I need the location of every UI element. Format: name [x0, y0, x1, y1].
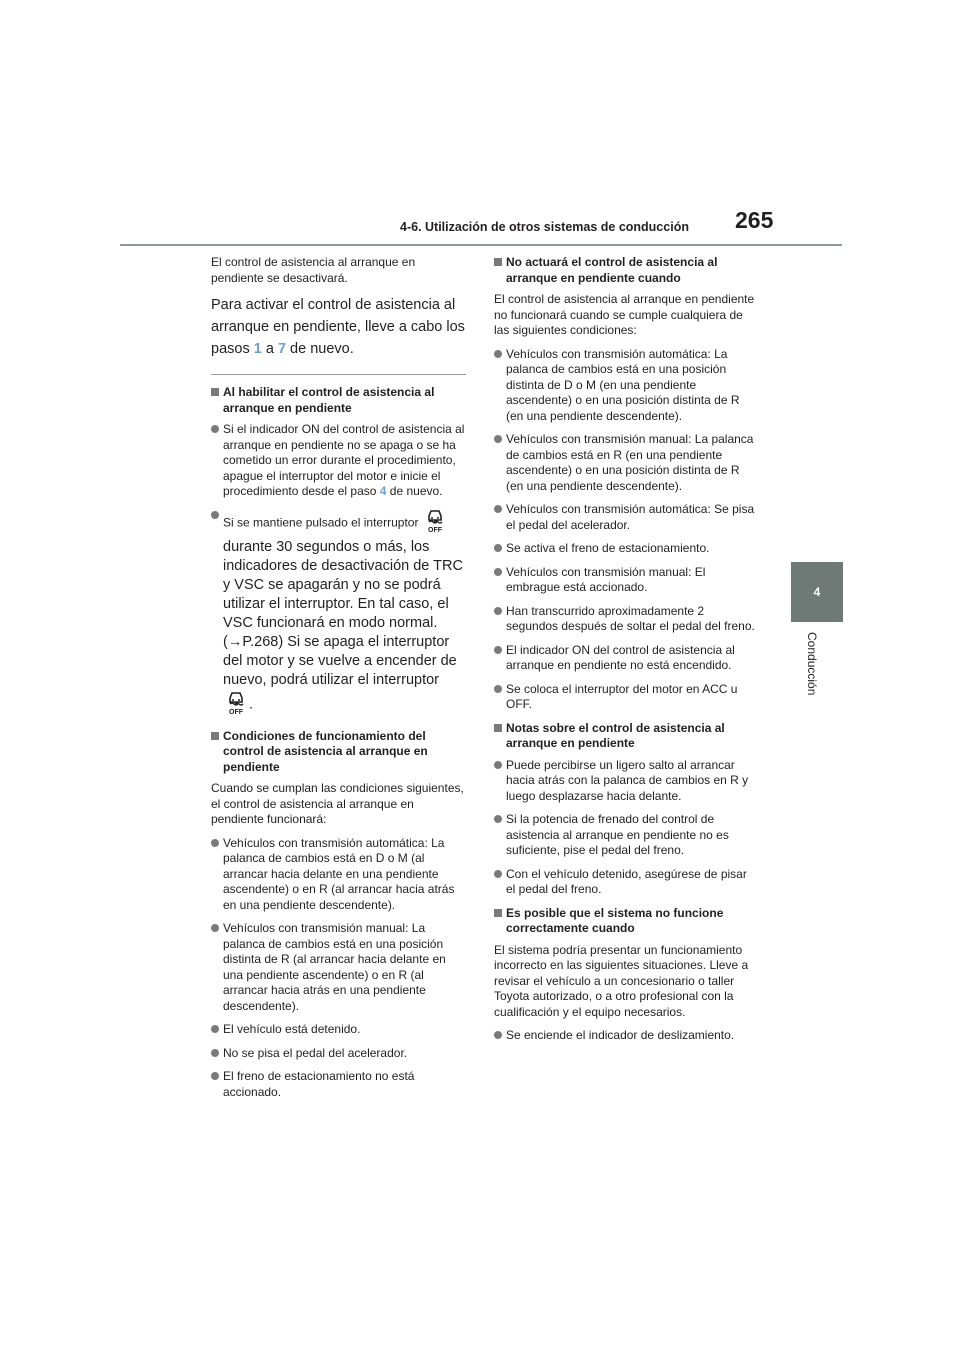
list-item: Se enciende el indicador de deslizamiento.: [494, 1028, 759, 1044]
list-item: Han transcurrido aproximadamente 2 segundos después de soltar el pedal del freno.: [494, 604, 759, 635]
round-bullet-icon: [211, 1025, 219, 1033]
list-item: Puede percibirse un ligero salto al arrancar hacia atrás con la palanca de cambios en R y luego desplazarse hacia delante.: [494, 758, 759, 805]
list-item: El vehículo está detenido.: [211, 1022, 466, 1038]
section-heading: Al habilitar el control de asistencia al arranque en pendiente: [211, 385, 466, 416]
round-bullet-icon: [211, 1049, 219, 1057]
round-bullet-icon: [494, 544, 502, 552]
round-bullet-icon: [494, 607, 502, 615]
chapter-number: 4: [813, 585, 821, 599]
round-bullet-icon: [211, 839, 219, 847]
round-bullet-icon: [211, 511, 219, 519]
list-item: El indicador ON del control de asistencia al arranque en pendiente no está encendido.: [494, 643, 759, 674]
round-bullet-icon: [211, 425, 219, 433]
paragraph: El sistema podría presentar un funcionamiento incorrecto en las siguientes situaciones. Lleve a revisar el vehículo a un concesionario o taller Toyota autorizado, o a otro profesional con la cualificación y el equipo necesarios.: [494, 942, 749, 1019]
section-heading: No actuará el control de asistencia al arranque en pendiente cuando: [494, 255, 759, 286]
list-item: Vehículos con transmisión automática: Se pisa el pedal del acelerador.: [494, 502, 759, 533]
round-bullet-icon: [494, 685, 502, 693]
vsc-off-icon: [424, 508, 446, 539]
section-heading: Notas sobre el control de asistencia al arranque en pendiente: [494, 721, 759, 752]
list-item: Vehículos con transmisión manual: El embrague está accionado.: [494, 565, 759, 596]
header-divider: [120, 244, 842, 246]
chapter-label: Conducción: [805, 632, 819, 696]
section-heading: Es posible que el sistema no funcione correctamente cuando: [494, 906, 759, 937]
left-column: [211, 255, 466, 1108]
list-item: Si el indicador ON del control de asistencia al arranque en pendiente no se apaga o se ha cometido un error durante el procedimiento, apague el interruptor del motor e inicie el procedimiento desde el paso 4 de nuevo.: [211, 422, 466, 500]
chapter-tab[interactable]: [791, 562, 843, 622]
paragraph: Cuando se cumplan las condiciones siguientes, el control de asistencia al arranque en pendiente funcionará:: [211, 781, 464, 826]
list-item: Si la potencia de frenado del control de asistencia al arranque en pendiente no es suficiente, pise el pedal del freno.: [494, 812, 759, 859]
step-number: 7: [277, 341, 287, 357]
square-bullet-icon: [494, 258, 502, 266]
intro-text: El control de asistencia al arranque en pendiente se desactivará.: [211, 255, 416, 285]
svg-text:OFF: OFF: [229, 709, 243, 716]
step-number: 4: [379, 484, 387, 498]
round-bullet-icon: [494, 350, 502, 358]
list-item: Vehículos con transmisión automática: La palanca de cambios está en D o M (al arrancar hacia delante en una pendiente ascendente) o en R (al arrancar hacia atrás en una pendiente descendente).: [211, 836, 466, 914]
step-number: 1: [253, 341, 262, 357]
list-item: Se coloca el interruptor del motor en ACC u OFF.: [494, 682, 759, 713]
list-item: Vehículos con transmisión manual: La palanca de cambios está en R (en una pendiente ascendente) o en una posición distinta de R (en una pendiente descendente).: [494, 432, 759, 494]
square-bullet-icon: [494, 724, 502, 732]
square-bullet-icon: [211, 732, 219, 740]
round-bullet-icon: [494, 870, 502, 878]
round-bullet-icon: [211, 1072, 219, 1080]
paragraph: El control de asistencia al arranque en pendiente no funcionará cuando se cumple cualquiera de las siguientes condiciones:: [494, 292, 755, 337]
list-item: Si se mantiene pulsado el interruptor OFF durante 30 segundos o más, los indicadores de desactivación de TRC y VSC se apagarán y no se podrá utilizar el interruptor. En tal caso, el VSC funcionará en modo normal. (→P.268) Si se apaga el interruptor del motor y se vuelve a encender de nuevo, podrá utilizar el interruptor OFF .: [211, 508, 466, 721]
svg-text:OFF: OFF: [427, 526, 442, 534]
section-heading: Condiciones de funcionamiento del control de asistencia al arranque en pendiente: [211, 729, 466, 776]
round-bullet-icon: [494, 815, 502, 823]
round-bullet-icon: [494, 761, 502, 769]
vsc-off-icon: [225, 690, 247, 721]
lead-text: Para activar el control de asistencia al arranque en pendiente, lleve a cabo los pasos 1 a 7 de nuevo.: [211, 297, 465, 357]
list-item: Vehículos con transmisión automática: La palanca de cambios está en una posición distinta de D o M (en una pendiente ascendente) o en una posición distinta de R (en una pendiente descendente).: [494, 347, 759, 425]
list-item: Vehículos con transmisión manual: La palanca de cambios está en una posición distinta de R (al arrancar hacia delante en una pendiente ascendente) o en R (al arrancar hacia atrás en una pendiente descendente).: [211, 921, 466, 1014]
square-bullet-icon: [494, 909, 502, 917]
list-item: Con el vehículo detenido, asegúrese de pisar el pedal del freno.: [494, 867, 759, 898]
page-number: 265: [735, 207, 774, 233]
square-bullet-icon: [211, 388, 219, 396]
round-bullet-icon: [494, 505, 502, 513]
list-item: El freno de estacionamiento no está accionado.: [211, 1069, 466, 1100]
list-item: Se activa el freno de estacionamiento.: [494, 541, 759, 557]
section-divider: [211, 374, 466, 375]
round-bullet-icon: [211, 924, 219, 932]
round-bullet-icon: [494, 435, 502, 443]
right-column: [494, 255, 759, 1052]
list-item: No se pisa el pedal del acelerador.: [211, 1046, 466, 1062]
round-bullet-icon: [494, 568, 502, 576]
section-title: 4-6. Utilización de otros sistemas de conducción: [400, 220, 689, 234]
round-bullet-icon: [494, 646, 502, 654]
round-bullet-icon: [494, 1031, 502, 1039]
